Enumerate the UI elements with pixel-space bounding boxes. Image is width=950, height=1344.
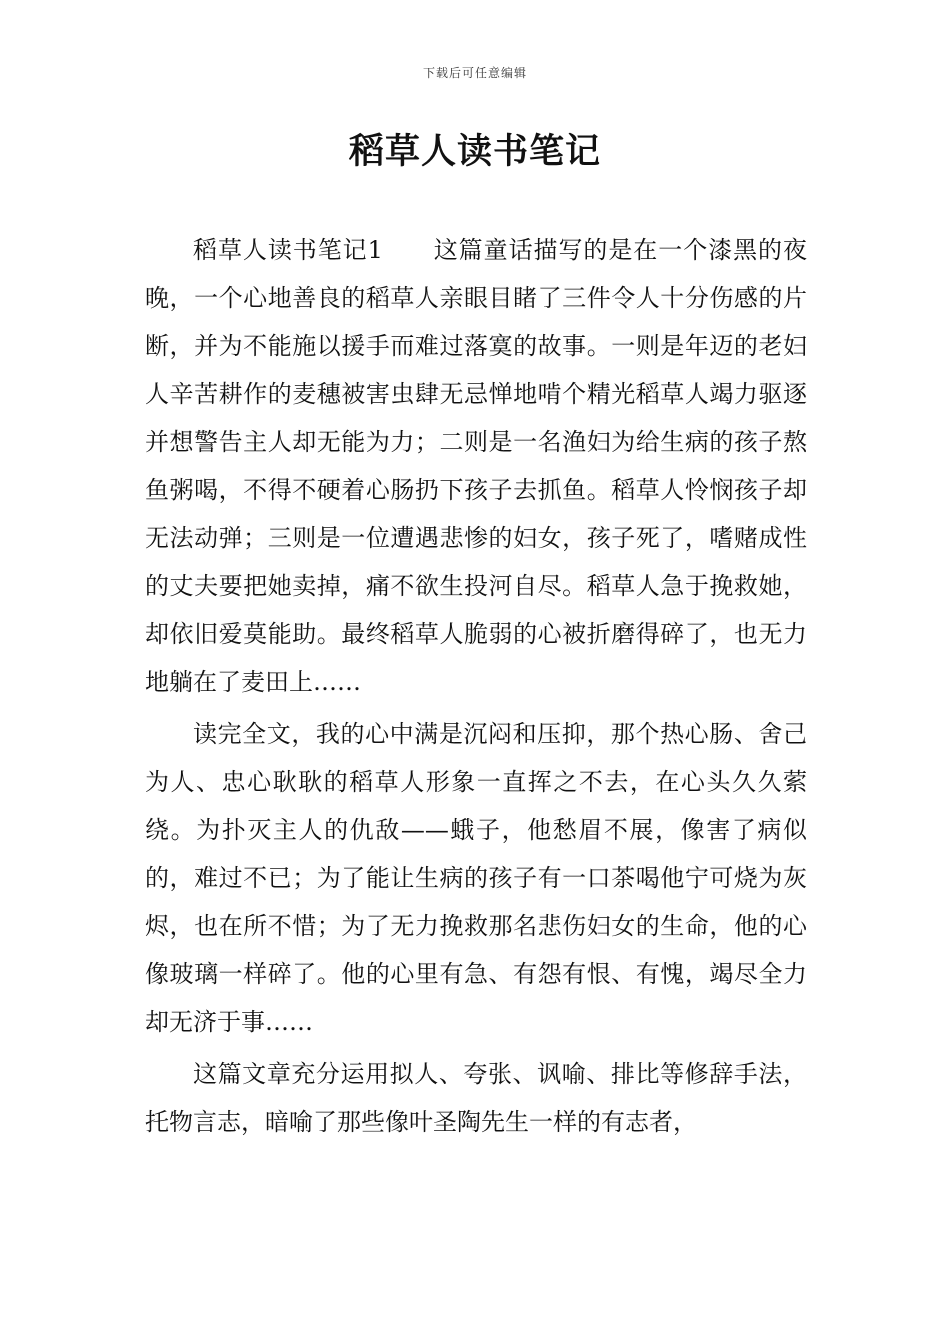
document-body <box>145 226 807 1146</box>
document-title: 稻草人读书笔记 <box>348 132 601 172</box>
paragraph-3: 这篇文章充分运用拟人、夸张、讽喻、排比等修辞手法，托物言志，暗喻了那些像叶圣陶先生一样的有志者， <box>145 1060 807 1136</box>
header-note: 下载后可任意编辑 <box>422 66 527 80</box>
paragraph-2: 读完全文，我的心中满是沉闷和压抑，那个热心肠、舍己为人、忠心耿耿的稻草人形象一直挥之不去，在心头久久萦绕。为扑灭主人的仇敌——蛾子，他愁眉不展，像害了病似的，难过不已；为了能让生病的孩子有一口茶喝他宁可烧为灰烬，也在所不惜；为了无力挽救那名悲伤妇女的生命，他的心像玻璃一样碎了。他的心里有急、有怨有恨、有愧，竭尽全力却无济于事…… <box>145 720 807 1036</box>
paragraph-1: 稻草人读书笔记1 这篇童话描写的是在一个漆黑的夜晚，一个心地善良的稻草人亲眼目睹了三件令人十分伤感的片断，并为不能施以援手而难过落寞的故事。一则是年迈的老妇人辛苦耕作的麦穗被害虫肆无忌惮地啃个精光稻草人竭力驱逐并想警告主人却无能为力；二则是一名渔妇为给生病的孩子熬鱼粥喝，不得不硬着心肠扔下孩子去抓鱼。稻草人怜悯孩子却无法动弹；三则是一位遭遇悲惨的妇女，孩子死了，嗜赌成性的丈夫要把她卖掉，痛不欲生投河自尽。稻草人急于挽救她，却依旧爱莫能助。最终稻草人脆弱的心被折磨得碎了，也无力地躺在了麦田上…… <box>145 236 807 696</box>
